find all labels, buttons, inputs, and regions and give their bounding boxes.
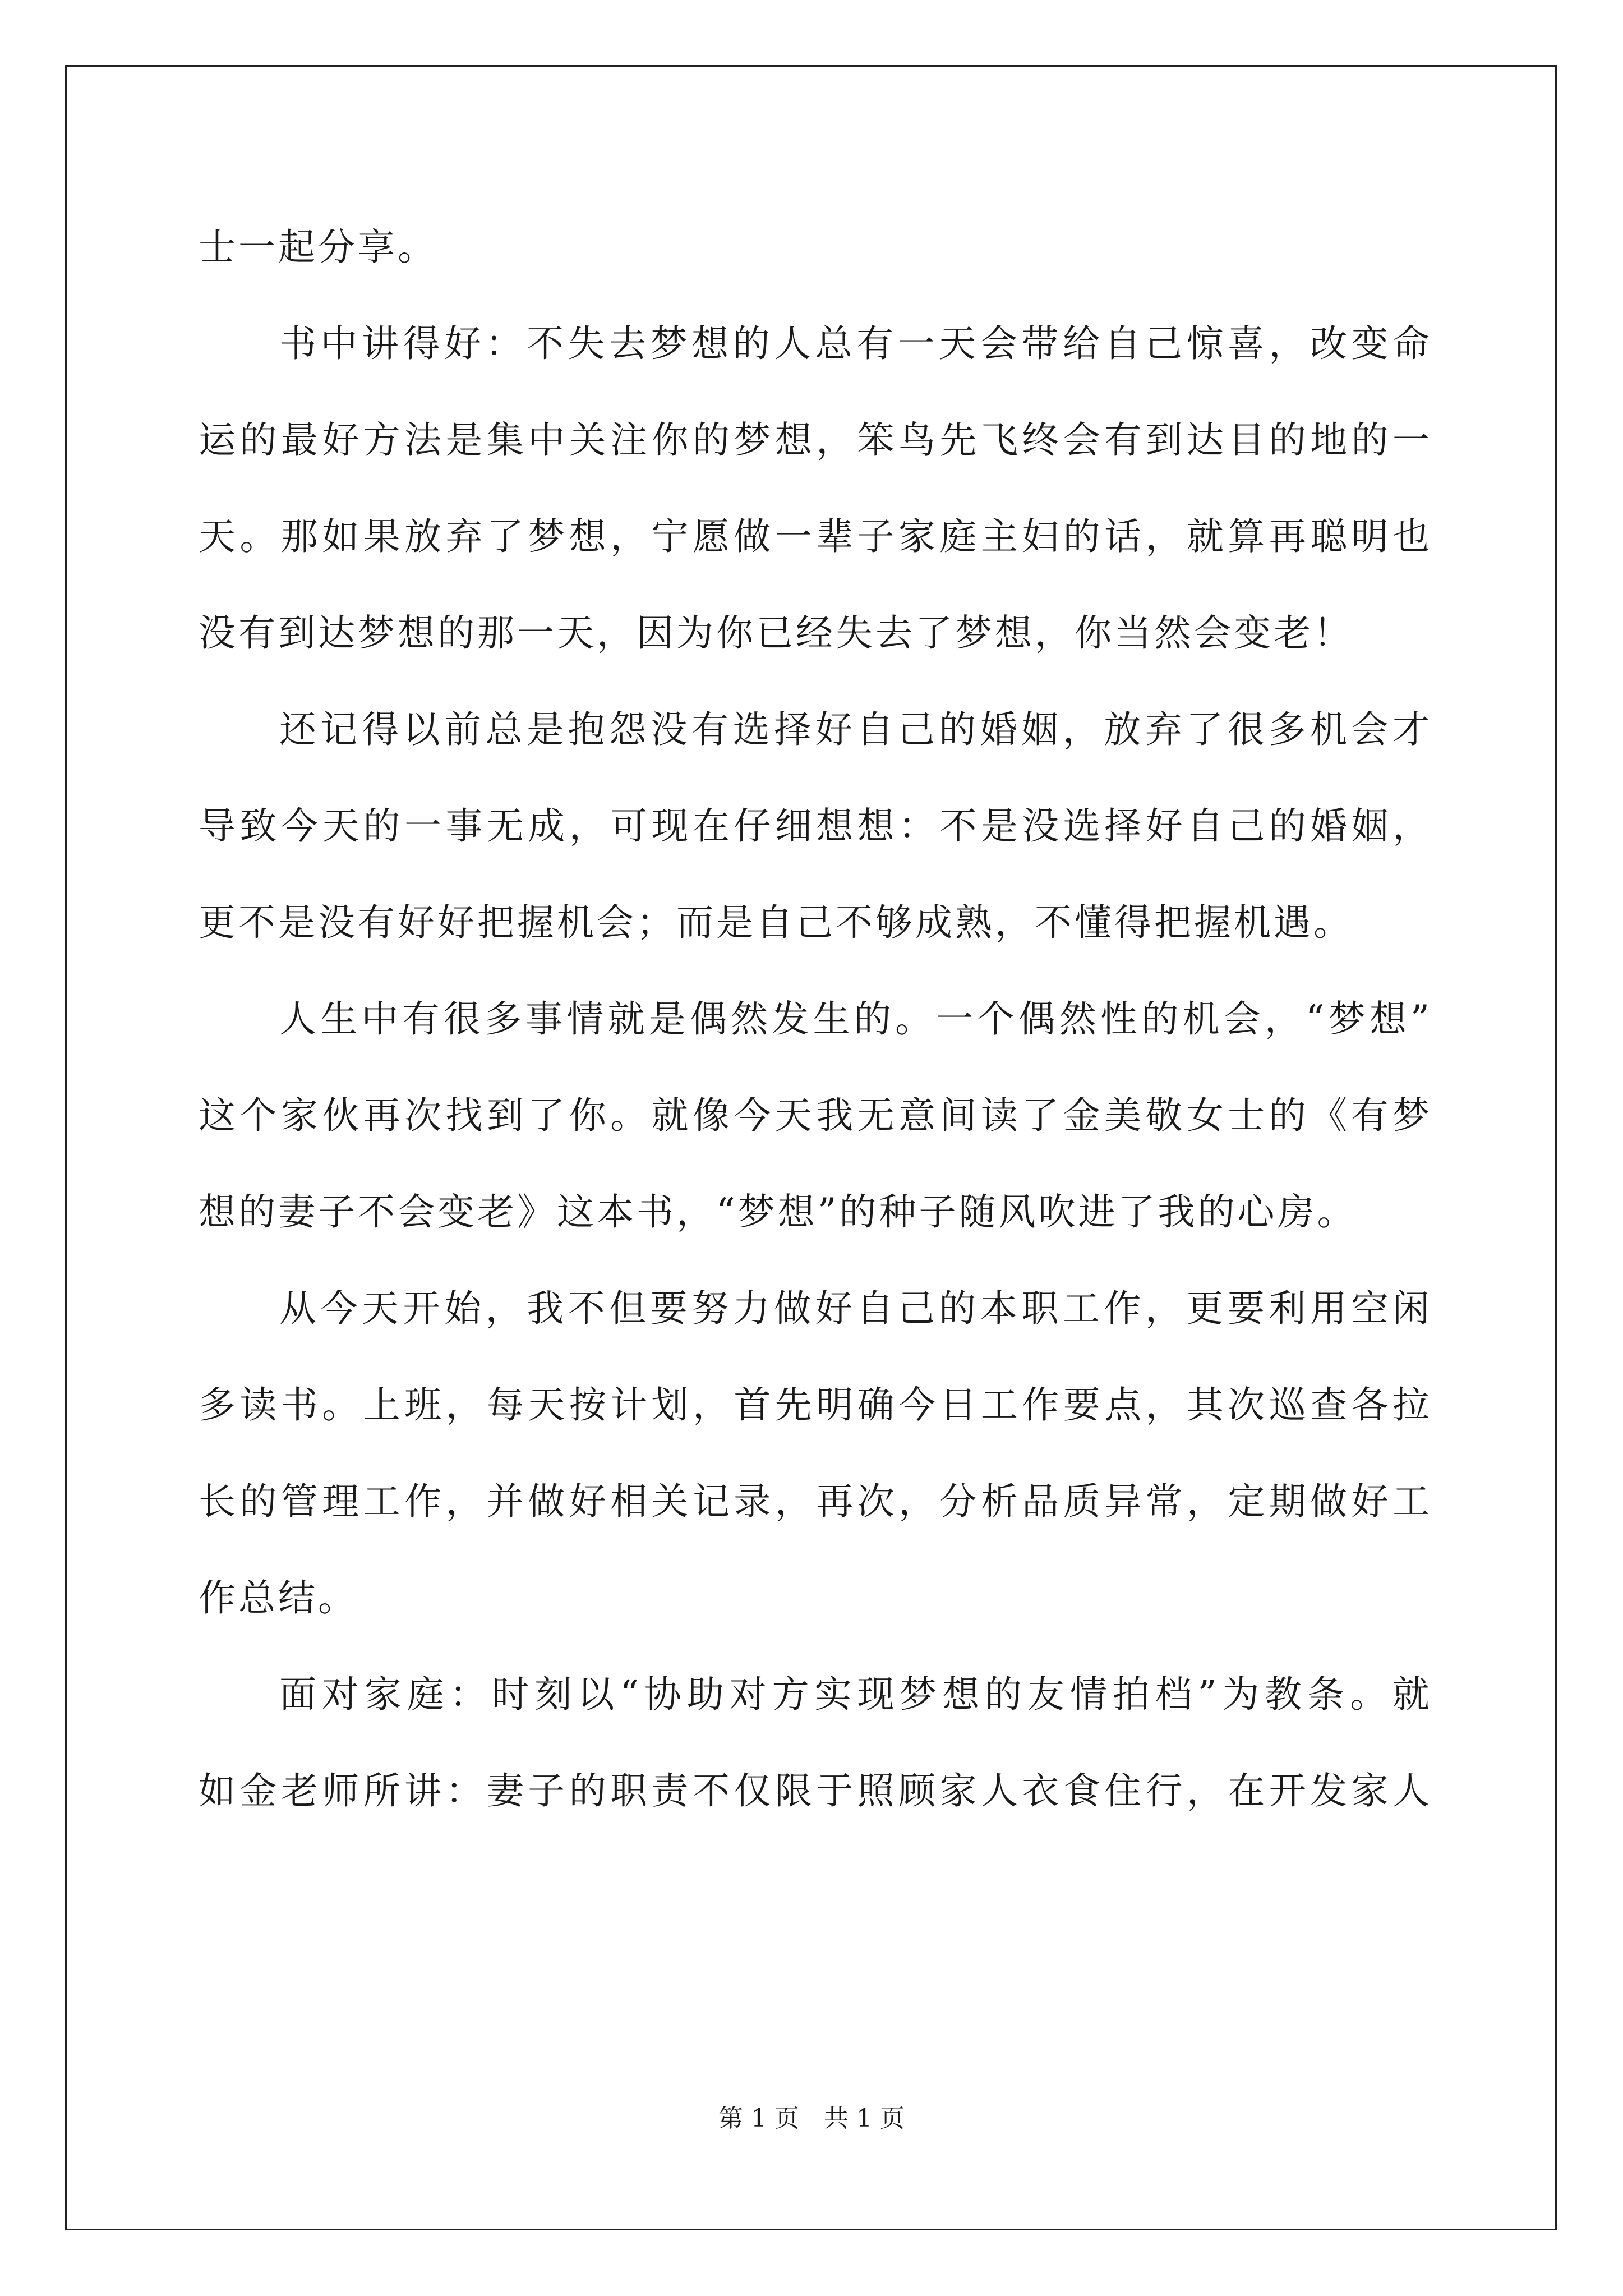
page-footer: 第 1 页 共 1 页	[718, 2104, 905, 2133]
text-line: 士一起分享。	[199, 226, 437, 269]
text-line: 运的最好方法是集中关注你的梦想，笨鸟先飞终会有到达目的地的一	[199, 418, 1432, 462]
paragraph-start-line: 面对家庭：时刻以“协助对方实现梦想的友情拍档”为教条。就	[279, 1673, 1432, 1716]
text-line: 作总结。	[199, 1576, 358, 1619]
text-line: 如金老师所讲：妻子的职责不仅限于照顾家人衣食住行，在开发家人	[199, 1769, 1432, 1812]
text-line: 天。那如果放弃了梦想，宁愿做一辈子家庭主妇的话，就算再聪明也	[199, 515, 1432, 558]
paragraph-start-line: 从今天开始，我不但要努力做好自己的本职工作，更要利用空闲	[279, 1287, 1432, 1330]
paragraph-start-line: 还记得以前总是抱怨没有选择好自己的婚姻，放弃了很多机会才	[279, 708, 1432, 751]
text-line: 更不是没有好好把握机会；而是自己不够成熟，不懂得把握机遇。	[199, 901, 1353, 944]
paragraph-start-line: 书中讲得好：不失去梦想的人总有一天会带给自己惊喜，改变命	[279, 322, 1432, 365]
text-line: 多读书。上班，每天按计划，首先明确今日工作要点，其次巡查各拉	[199, 1383, 1432, 1427]
text-line: 这个家伙再次找到了你。就像今天我无意间读了金美敬女士的《有梦	[199, 1094, 1432, 1137]
document-body	[199, 199, 1432, 1839]
text-line: 没有到达梦想的那一天，因为你已经失去了梦想，你当然会变老！	[199, 611, 1353, 655]
text-line: 导致今天的一事无成，可现在仔细想想：不是没选择好自己的婚姻，	[199, 804, 1432, 848]
text-line: 长的管理工作，并做好相关记录，再次，分析品质异常，定期做好工	[199, 1480, 1432, 1523]
text-line: 想的妻子不会变老》这本书，“梦想”的种子随风吹进了我的心房。	[199, 1190, 1357, 1234]
paragraph-start-line: 人生中有很多事情就是偶然发生的。一个偶然性的机会，“梦想”	[279, 997, 1432, 1041]
